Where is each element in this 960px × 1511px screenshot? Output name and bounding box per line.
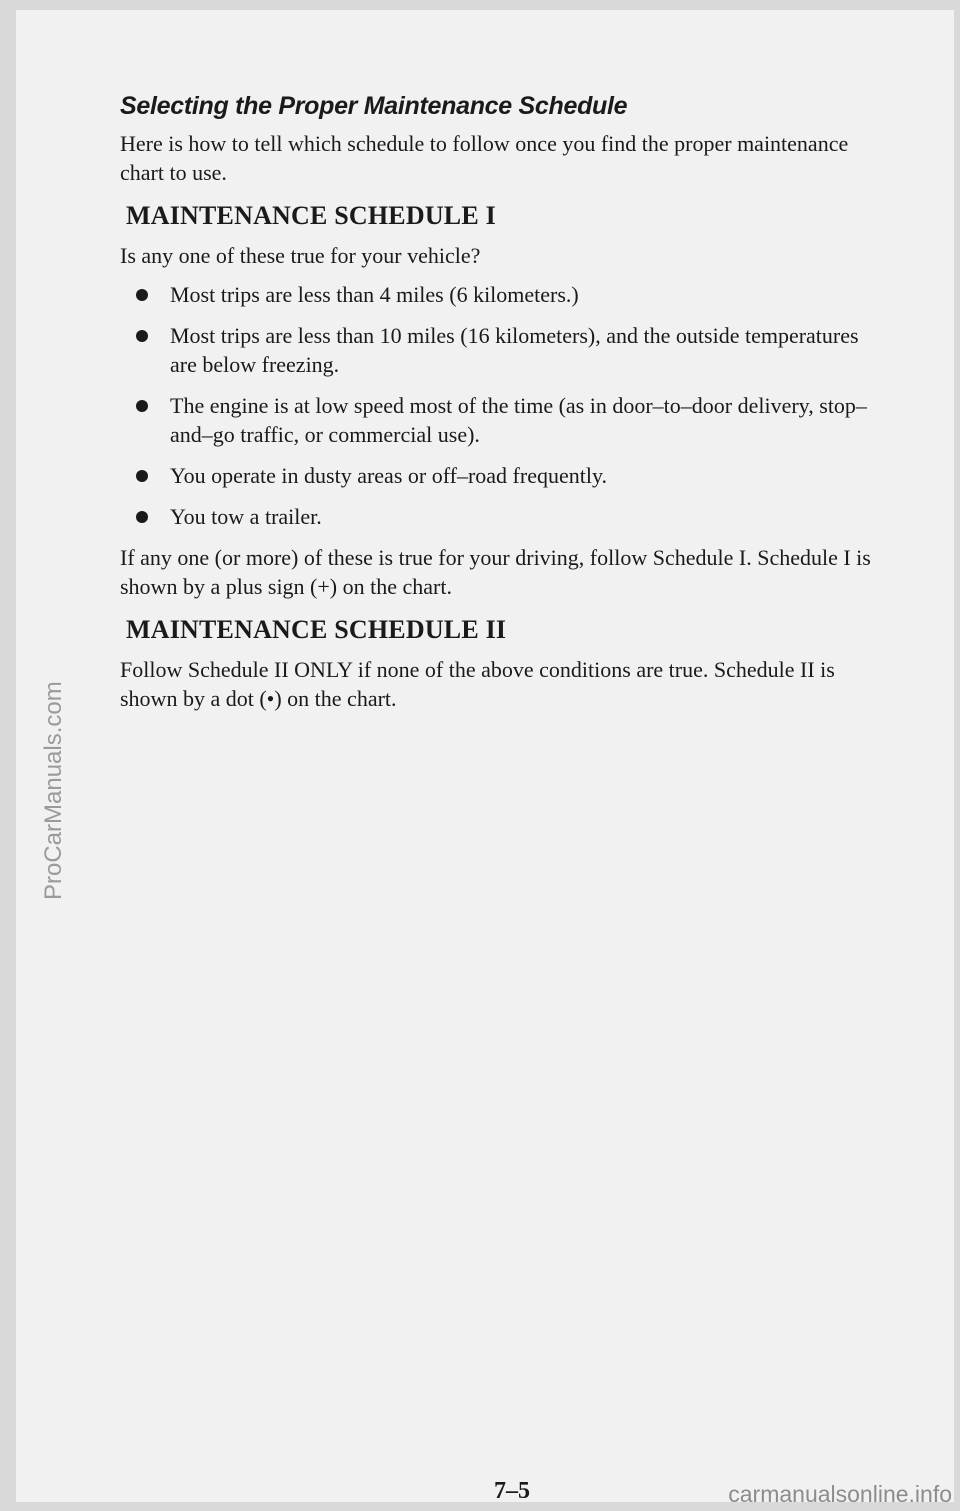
condition-text: You operate in dusty areas or off–road frequently. <box>170 463 608 488</box>
section-title: Selecting the Proper Maintenance Schedule <box>120 92 628 120</box>
schedule-2-text: Follow Schedule II ONLY if none of the above conditions are true. Schedule II is shown by a dot (•) on the chart. <box>120 657 835 711</box>
condition-item <box>120 391 890 449</box>
schedule-1-question: Is any one of these true for your vehicle? <box>120 243 481 268</box>
bullet-icon <box>136 400 148 412</box>
schedule-1-heading: MAINTENANCE SCHEDULE I <box>126 201 496 230</box>
footer-watermark: carmanualsonline.info <box>728 1481 952 1507</box>
condition-text: Most trips are less than 4 miles (6 kilometers.) <box>170 282 579 307</box>
bullet-icon <box>136 289 148 301</box>
condition-text: The engine is at low speed most of the time (as in door–to–door delivery, stop–and–go traffic, or commercial use). <box>170 393 867 447</box>
condition-item <box>120 280 890 309</box>
page-content <box>120 92 890 723</box>
condition-text: Most trips are less than 10 miles (16 kilometers), and the outside temperatures are below freezing. <box>170 323 859 377</box>
condition-text: You tow a trailer. <box>170 504 322 529</box>
intro-paragraph: Here is how to tell which schedule to follow once you find the proper maintenance chart to use. <box>120 131 849 185</box>
bullet-icon <box>136 470 148 482</box>
bullet-icon <box>136 511 148 523</box>
condition-item <box>120 321 890 379</box>
condition-item <box>120 461 890 490</box>
condition-item <box>120 502 890 531</box>
page-number: 7–5 <box>494 1478 530 1504</box>
bullet-icon <box>136 330 148 342</box>
schedule-2-heading: MAINTENANCE SCHEDULE II <box>126 615 507 644</box>
side-watermark: ProCarManuals.com <box>40 681 67 900</box>
document-page <box>16 10 954 1502</box>
schedule-1-conditions <box>120 280 890 531</box>
schedule-1-conclusion: If any one (or more) of these is true for your driving, follow Schedule I. Schedule I is shown by a plus sign (+) on the chart. <box>120 545 871 599</box>
